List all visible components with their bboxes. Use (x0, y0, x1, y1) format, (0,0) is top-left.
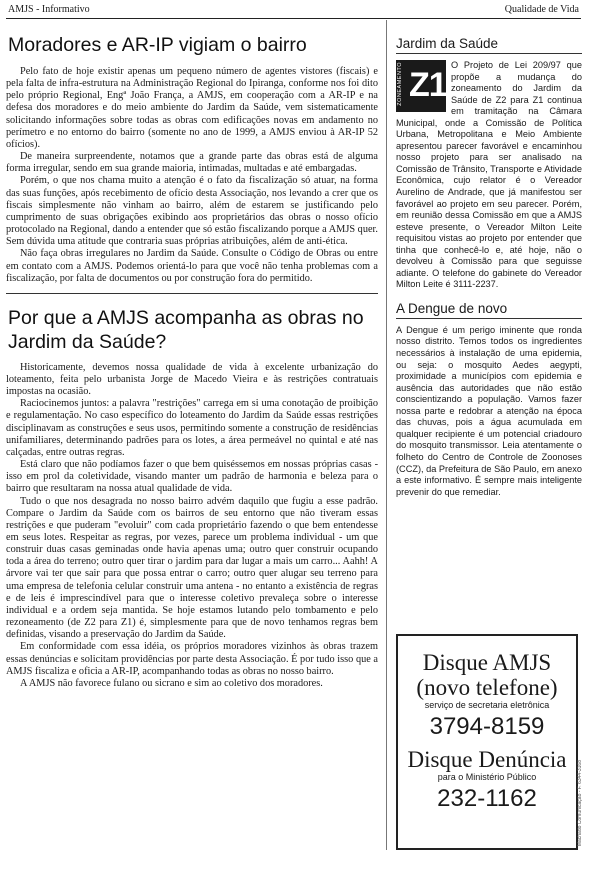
article2-paragraph: Historicamente, devemos nossa qualidade de vida à excelente urbanização do loteamento, feita pelo urbanista Jorge de Macedo Vieira e às restrições contratuais impostas na ocasião. (6, 361, 378, 398)
phone-box (396, 634, 578, 850)
article2-paragraph: A AMJS não favorece fulano ou sicrano e sim ao coletivo dos moradores. (20, 677, 323, 689)
dengue-title: A Dengue de novo (396, 301, 582, 319)
section-separator (6, 293, 378, 294)
disque-amjs-heading: Disque AMJS (422, 650, 552, 675)
dengue-text: A Dengue é um perigo iminente que ronda nosso distrito. Temos todos os ingredientes necessários à instalação de uma epidemia, ou seja: o mosquito Aedes aegypti, proximidade a municípios com epidemia e ausência das autoridades que não estão conscientizando a população. Vamos fazer nossa parte e redobrar a atenção na época das chuvas, pois a água acumulada em qualquer recipiente é um potencial criadouro do mosquito transmissor. Leia atentamente o folheto do Centro de Controle de Zoonoses (CCZ), da Prefeitura de São Paulo, em anexo a este informativo. É sempre mais inteligente prevenir do que remediar. (396, 324, 582, 497)
z1-label: Z1 (409, 66, 447, 104)
zoning-vertical-label: ZONEAMENTO (397, 62, 403, 106)
print-credit: Machado Comunicação - F. 6344-3168 (577, 760, 583, 847)
ministerio-publico-label: para o Ministério Público (437, 772, 537, 782)
article1-body (6, 66, 378, 285)
disque-denuncia-heading: Disque Denúncia (407, 747, 567, 772)
dengue-section (396, 301, 582, 498)
article1-paragraph: Porém, o que nos chama muito a atenção é o fato da fiscalização só atuar, na forma das suas funções, após recebimento de ofício desta Associação, nos levando a crer que os fiscais simplesmente não vinham ao bairro, além de estarem se justificando pelo cumprimento de suas obrigações exibindo aos proprietários das obras o nosso ofício protocolado na Regional, dando a entender que só estão fiscalizando porque a AMJS quer. Sem dúvida uma atitude que contraria suas próprias atribuições, além de anti-ética. (6, 175, 378, 248)
article2-paragraph: Está claro que não podíamos fazer o que bem quiséssemos em nossas próprias casas - isso em prol da coletividade, visando manter um padrão de harmonia e beleza para o bairro que resultaram na nossa atual qualidade de vida. (6, 459, 378, 495)
header-section: Qualidade de Vida (504, 4, 579, 15)
denuncia-phone-number: 232-1162 (437, 785, 537, 812)
page-header (6, 3, 581, 19)
article1-paragraph: De maneira surpreendente, notamos que a grande parte das obras está de alguma forma irregular, sendo em sua grande maioria, intimadas, multadas e até embargadas. (6, 151, 378, 175)
article2-title: Por que a AMJS acompanha as obras no Jardim da Saúde? (8, 306, 364, 353)
article2-paragraph: Em conformidade com essa idéia, os próprios moradores vizinhos às obras trazem essas denúncias e solicitam providências por parte desta Associação. É por tudo isso que a AMJS fiscaliza e oficia a AR-IP, acompanhando todas as obras no nosso bairro. (6, 641, 378, 677)
article2-paragraph: Raciocinemos juntos: a palavra "restrições" carrega em si uma conotação de proibição e regulamentação. No caso específico do loteamento do Jardim da Saúde essas restrições disciplinavam as construções e seus usos, permitindo somente a construção de residências unifamiliares, determinando padrões para os lotes, a área permeável no quintal e até nas calçadas, entre outras regras. (6, 398, 378, 458)
header-publication: AMJS - Informativo (8, 4, 90, 15)
new-phone-subheading: (novo telefone) (416, 675, 558, 700)
right-column (396, 26, 582, 498)
jardim-text: O Projeto de Lei 209/97 que propõe a mudança do zoneamento do Jardim da Saúde de Z2 para Z1 continua em tramitação na Câmara Municipal, onde a Comissão de Política Urbana, Metropolitana e Meio Ambiente apresentou parecer favorável e encaminhou nosso projeto para ser analisado na Comissão de Trânsito, Transporte e Atividade Econômica, cujo relator é o Vereador Aurelino de Andrade, que já manifestou ser favorável ao projeto em seu parecer. Porém, em reunião dessa Comissão em que a AMJS esteve presente, o Vereador Milton Leite requisitou vistas ao projeto por entender que tinha que conhecê-lo e, até hoje, não o devolveu à Comissão para que seguisse adiante. O telefone do gabinete do Vereador Milton Leite é 3111-2237. (396, 60, 582, 290)
article1-paragraph: Pelo fato de hoje existir apenas um pequeno número de agentes vistores (fiscais) e pela falta de infra-estrutura na Administração Regional do Ipiranga, conforme nos foi dito pelo próprio Regional, Engª João França, a AMJS, em cooperação com a AR-IP e na defesa dos moradores e do meio ambiente do Jardim da Saúde, vem sistematicamente solicitando informações sobre todas as obras com edificações novas em andamento no perímetro e no entorno do bairro (somente no ano de 1999, a AMJS enviou à AR-IP 52 ofícios). (6, 66, 378, 150)
article2-paragraph: Tudo o que nos desagrada no nosso bairro advém daquilo que fugiu a esse padrão. Compare o Jardim da Saúde com os bairros de seu entorno que não tiveram essas restrições e que puderam "evoluir" com cada proprietário fazendo o que bem entendesse em seus lotes. Respeitar as regras, por vezes, parece um problema individual - um que construir duas casas geminadas onde havia apenas uma; outro quer construir ocupando toda a área do terreno; outro quer tirar o jardim para dar lugar a mais um carro... Aahh! A árvore vai ter que sair para que possa entrar o carro; outro quer alugar seu terreno para uma empresa de telefonia celular construir uma antena - no entanto a existência de regras e de leis é imprescindível para que o interesse coletivo prevaleça sobre o interesse individual e a ordem seja mantida. Se hoje estamos lutando pelo tombamento e pelo rezoneamento (de Z2 para Z1) é, simplesmente para que de novo tenhamos regras bem definidas, visando a preservação do Jardim da Saúde. (6, 495, 378, 641)
jardim-section (396, 60, 582, 291)
z1-zoning-badge (396, 60, 446, 112)
secretary-service-label: serviço de secretaria eletrônica (424, 700, 550, 710)
jardim-title: Jardim da Saúde (396, 36, 582, 54)
article2-body (6, 362, 378, 690)
amjs-phone-number: 3794-8159 (429, 713, 545, 740)
article1-title: Moradores e AR-IP vigiam o bairro (8, 34, 307, 56)
article1-paragraph: Não faça obras irregulares no Jardim da Saúde. Consulte o Código de Obras ou entre em contato com a AMJS. Podemos orientá-lo para que você não tenha problemas com a fiscalização, por falta de documentos ou por construção fora do permitido. (6, 248, 378, 284)
left-column (6, 26, 378, 690)
column-divider (386, 20, 387, 850)
